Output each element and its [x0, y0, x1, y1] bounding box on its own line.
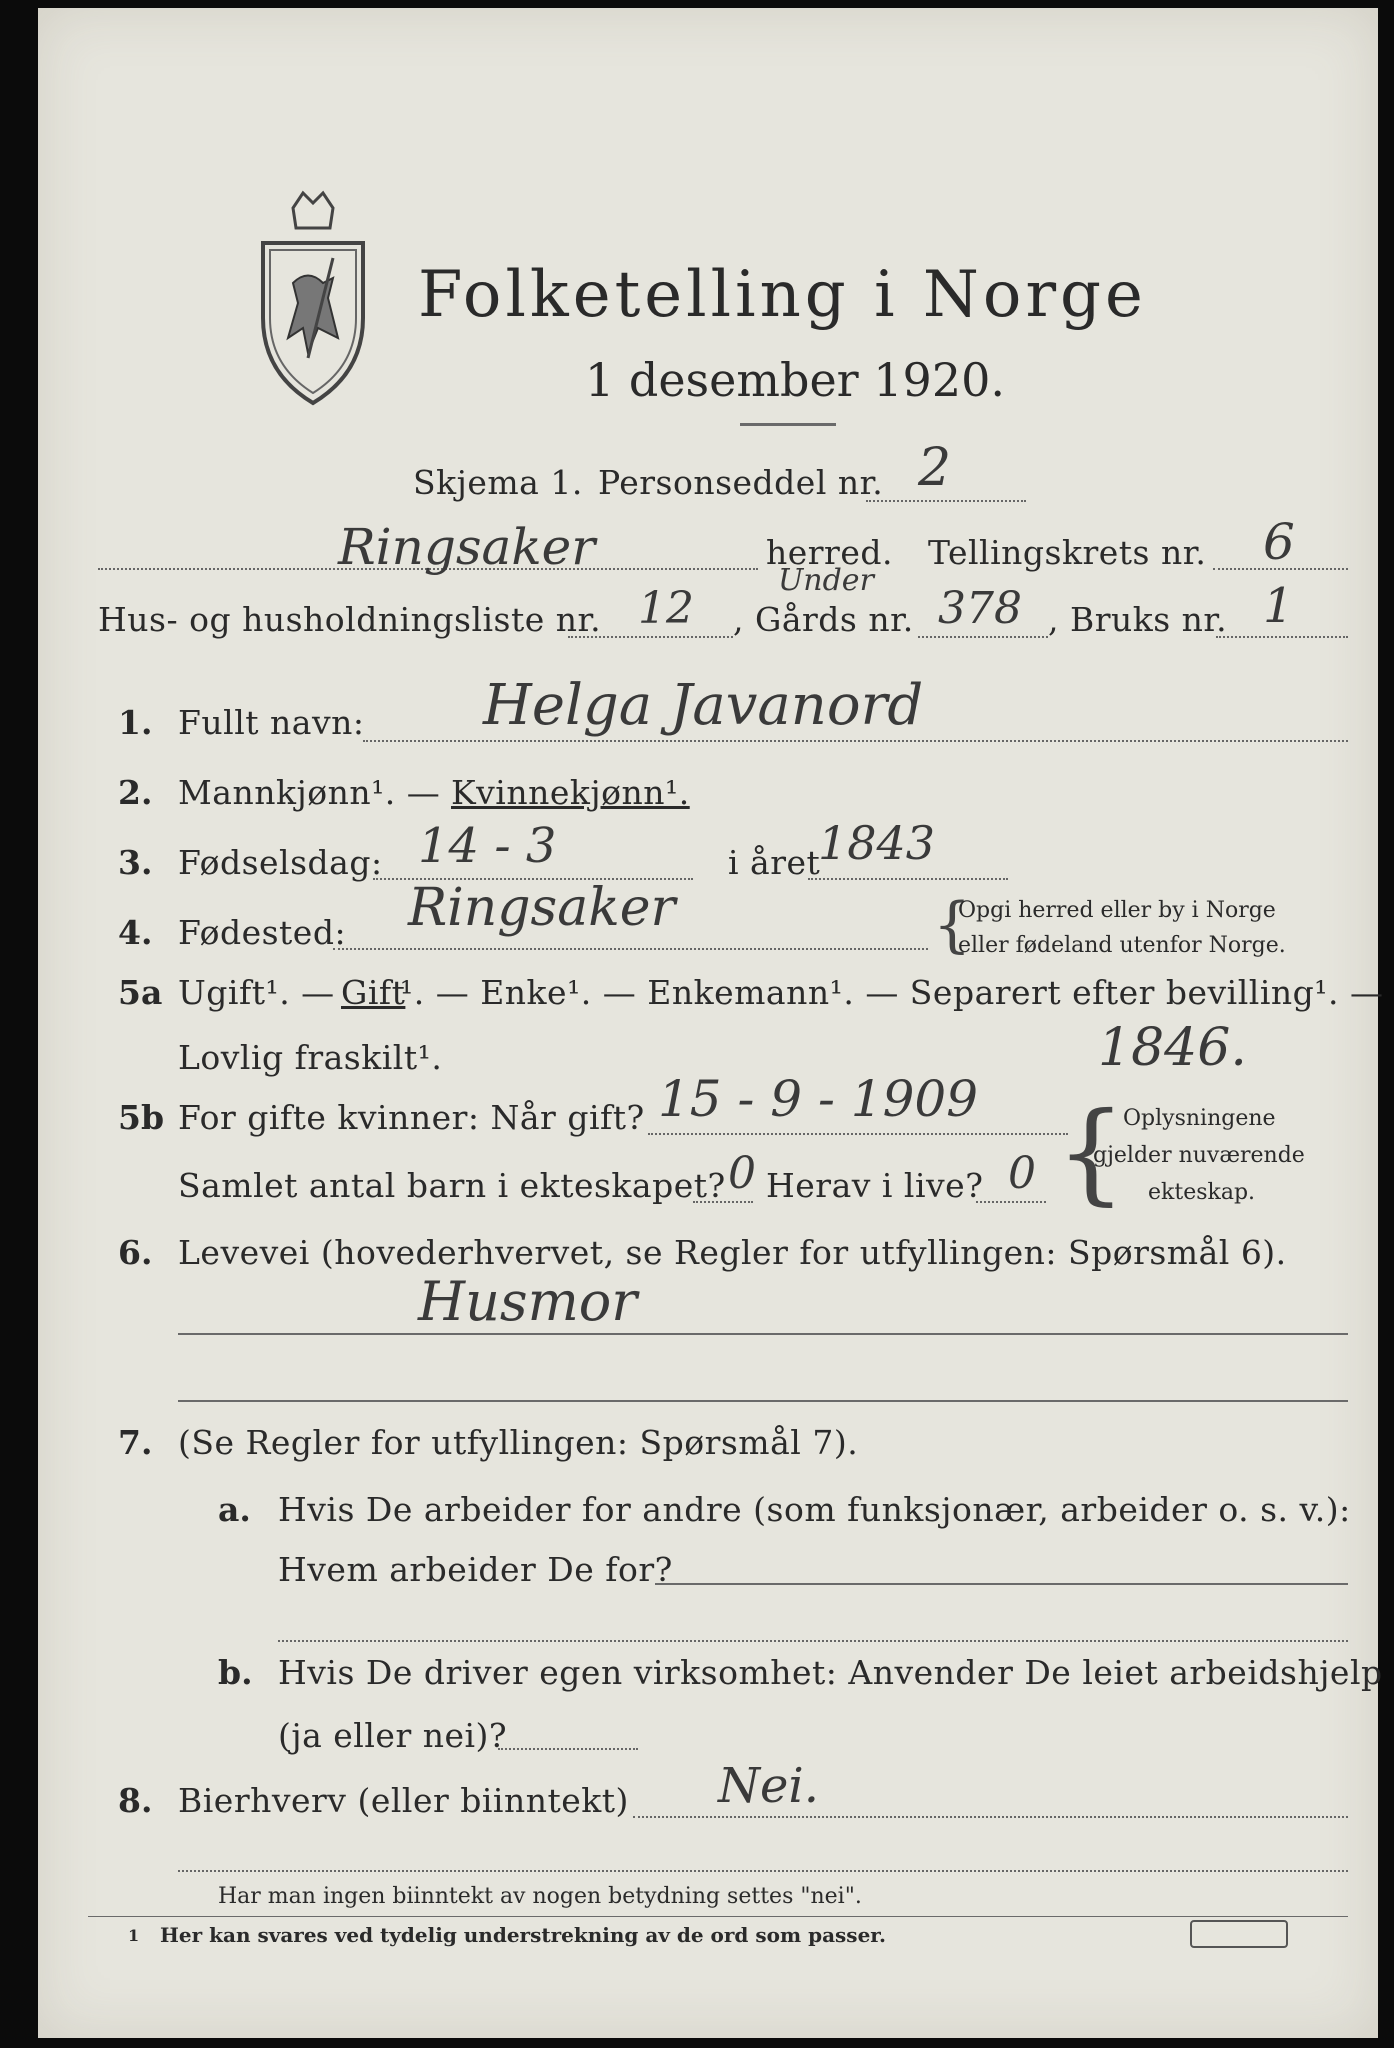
- q7b-dots: [498, 1748, 638, 1750]
- q4-label: Fødested:: [178, 913, 347, 952]
- q6-line-2: [178, 1400, 1348, 1402]
- q8-dots: [633, 1816, 1348, 1818]
- hus-dots: [568, 636, 733, 638]
- q7b-letter: b.: [218, 1653, 253, 1692]
- q5b-note-3: ekteskap.: [1148, 1180, 1256, 1205]
- personseddel-dots: [866, 500, 1026, 502]
- q4-brace: {: [933, 890, 972, 960]
- tellingskrets-value: 6: [1263, 513, 1295, 571]
- q6-number: 6.: [118, 1233, 153, 1272]
- gards-label: , Gårds nr.: [733, 600, 914, 639]
- q4-number: 4.: [118, 913, 153, 952]
- census-form: [38, 8, 1384, 2038]
- personseddel-label: Personseddel nr.: [598, 463, 884, 502]
- footnote-text: Her kan svares ved tydelig understrekning av de ord som passer.: [160, 1923, 886, 1947]
- q4-value: Ringsaker: [408, 878, 676, 938]
- q5b-live-label: Herav i live?: [766, 1166, 984, 1205]
- q7a-label2: Hvem arbeider De for?: [278, 1550, 673, 1589]
- q5b-barn-dots: [693, 1201, 753, 1203]
- q5b-dots: [648, 1133, 1068, 1135]
- q5a-line2: Lovlig fraskilt¹.: [178, 1038, 443, 1077]
- q6-line-1: [178, 1333, 1348, 1335]
- q5b-value: 15 - 9 - 1909: [658, 1070, 979, 1128]
- hus-label: Hus- og husholdningsliste nr.: [98, 600, 602, 639]
- q4-note-1: Opgi herred eller by i Norge: [958, 898, 1276, 923]
- q6-value: Husmor: [418, 1270, 638, 1333]
- q3-value: 14 - 3: [418, 818, 557, 874]
- q8-label: Bierhverv (eller biinntekt): [178, 1781, 629, 1820]
- q5b-barn-value: 0: [728, 1148, 756, 1199]
- q4-dots: [333, 948, 928, 950]
- gards-dots: [918, 636, 1048, 638]
- form-date: 1 desember 1920.: [585, 353, 1005, 407]
- printer-stamp: [1190, 1920, 1288, 1948]
- q1-value: Helga Javanord: [483, 673, 924, 738]
- hus-value: 12: [638, 583, 694, 634]
- q6-label: Levevei (hovederhvervet, se Regler for utfyllingen: Spørsmål 6).: [178, 1233, 1287, 1272]
- gards-value: 378: [938, 583, 1022, 634]
- q5b-label: For gifte kvinner: Når gift?: [178, 1098, 645, 1137]
- q1-label: Fullt navn:: [178, 703, 365, 742]
- q7-label: (Se Regler for utfyllingen: Spørsmål 7).: [178, 1423, 859, 1462]
- bottom-note: Har man ingen biinntekt av nogen betydning settes "nei".: [218, 1884, 862, 1909]
- skjema-label: Skjema 1.: [413, 463, 583, 502]
- q8-value: Nei.: [718, 1758, 820, 1814]
- q5b-barn-label: Samlet antal barn i ekteskapet?: [178, 1166, 726, 1205]
- q7-number: 7.: [118, 1423, 153, 1462]
- q3-number: 3.: [118, 843, 153, 882]
- q5a-annotation: 1846.: [1098, 1018, 1247, 1078]
- footnote-mark: 1: [128, 1926, 140, 1945]
- q1-dots: [363, 740, 1348, 742]
- q1-number: 1.: [118, 703, 153, 742]
- q5a-rest: ¹. — Enke¹. — Enkemann¹. — Separert efter bevilling¹. —: [400, 973, 1384, 1012]
- q3-year-value: 1843: [818, 816, 936, 870]
- q7b-label: Hvis De driver egen virksomhet: Anvender De leiet arbeidshjelp: [278, 1653, 1383, 1692]
- q5a-gift: Gift: [341, 973, 406, 1012]
- q7a-label: Hvis De arbeider for andre (som funksjonær, arbeider o. s. v.):: [278, 1490, 1351, 1529]
- q3-label: Fødselsdag:: [178, 843, 383, 882]
- q5b-note-2: gjelder nuværende: [1093, 1143, 1305, 1168]
- q3-year-dots: [808, 878, 1008, 880]
- q5a-ugift: Ugift¹. —: [178, 973, 335, 1012]
- bruks-dots: [1216, 636, 1348, 638]
- q2-number: 2.: [118, 773, 153, 812]
- footnote-divider: [88, 1916, 1348, 1917]
- q7a-letter: a.: [218, 1490, 251, 1529]
- q7a-line-2: [278, 1640, 1348, 1642]
- q3-year-label: i året: [728, 843, 821, 882]
- q5b-brace: {: [1056, 1088, 1126, 1216]
- personseddel-value: 2: [918, 438, 952, 498]
- q4-note-2: eller fødeland utenfor Norge.: [958, 933, 1286, 958]
- herred-value: Ringsaker: [338, 518, 596, 576]
- q8-number: 8.: [118, 1781, 153, 1820]
- q5b-number: 5b: [118, 1098, 165, 1137]
- bruks-label: , Bruks nr.: [1048, 600, 1228, 639]
- q7b-label2: (ja eller nei)?: [278, 1716, 508, 1755]
- gards-note: Under: [778, 563, 874, 598]
- tellingskrets-label: Tellingskrets nr.: [928, 533, 1207, 572]
- q5b-live-value: 0: [1008, 1148, 1036, 1199]
- q5b-note-1: Oplysningene: [1123, 1106, 1276, 1131]
- herred-label: herred.: [766, 533, 893, 572]
- q8-line-2: [178, 1870, 1348, 1872]
- bruks-value: 1: [1263, 578, 1294, 634]
- q5a-number: 5a: [118, 973, 163, 1012]
- title-divider: [740, 423, 836, 426]
- q7a-line-1: [655, 1583, 1348, 1585]
- q2-female: Kvinnekjønn¹.: [451, 773, 690, 812]
- q2-male: Mannkjønn¹. —: [178, 773, 441, 812]
- q5b-live-dots: [976, 1201, 1046, 1203]
- form-title: Folketelling i Norge: [418, 258, 1147, 332]
- coat-of-arms-icon: [248, 188, 378, 408]
